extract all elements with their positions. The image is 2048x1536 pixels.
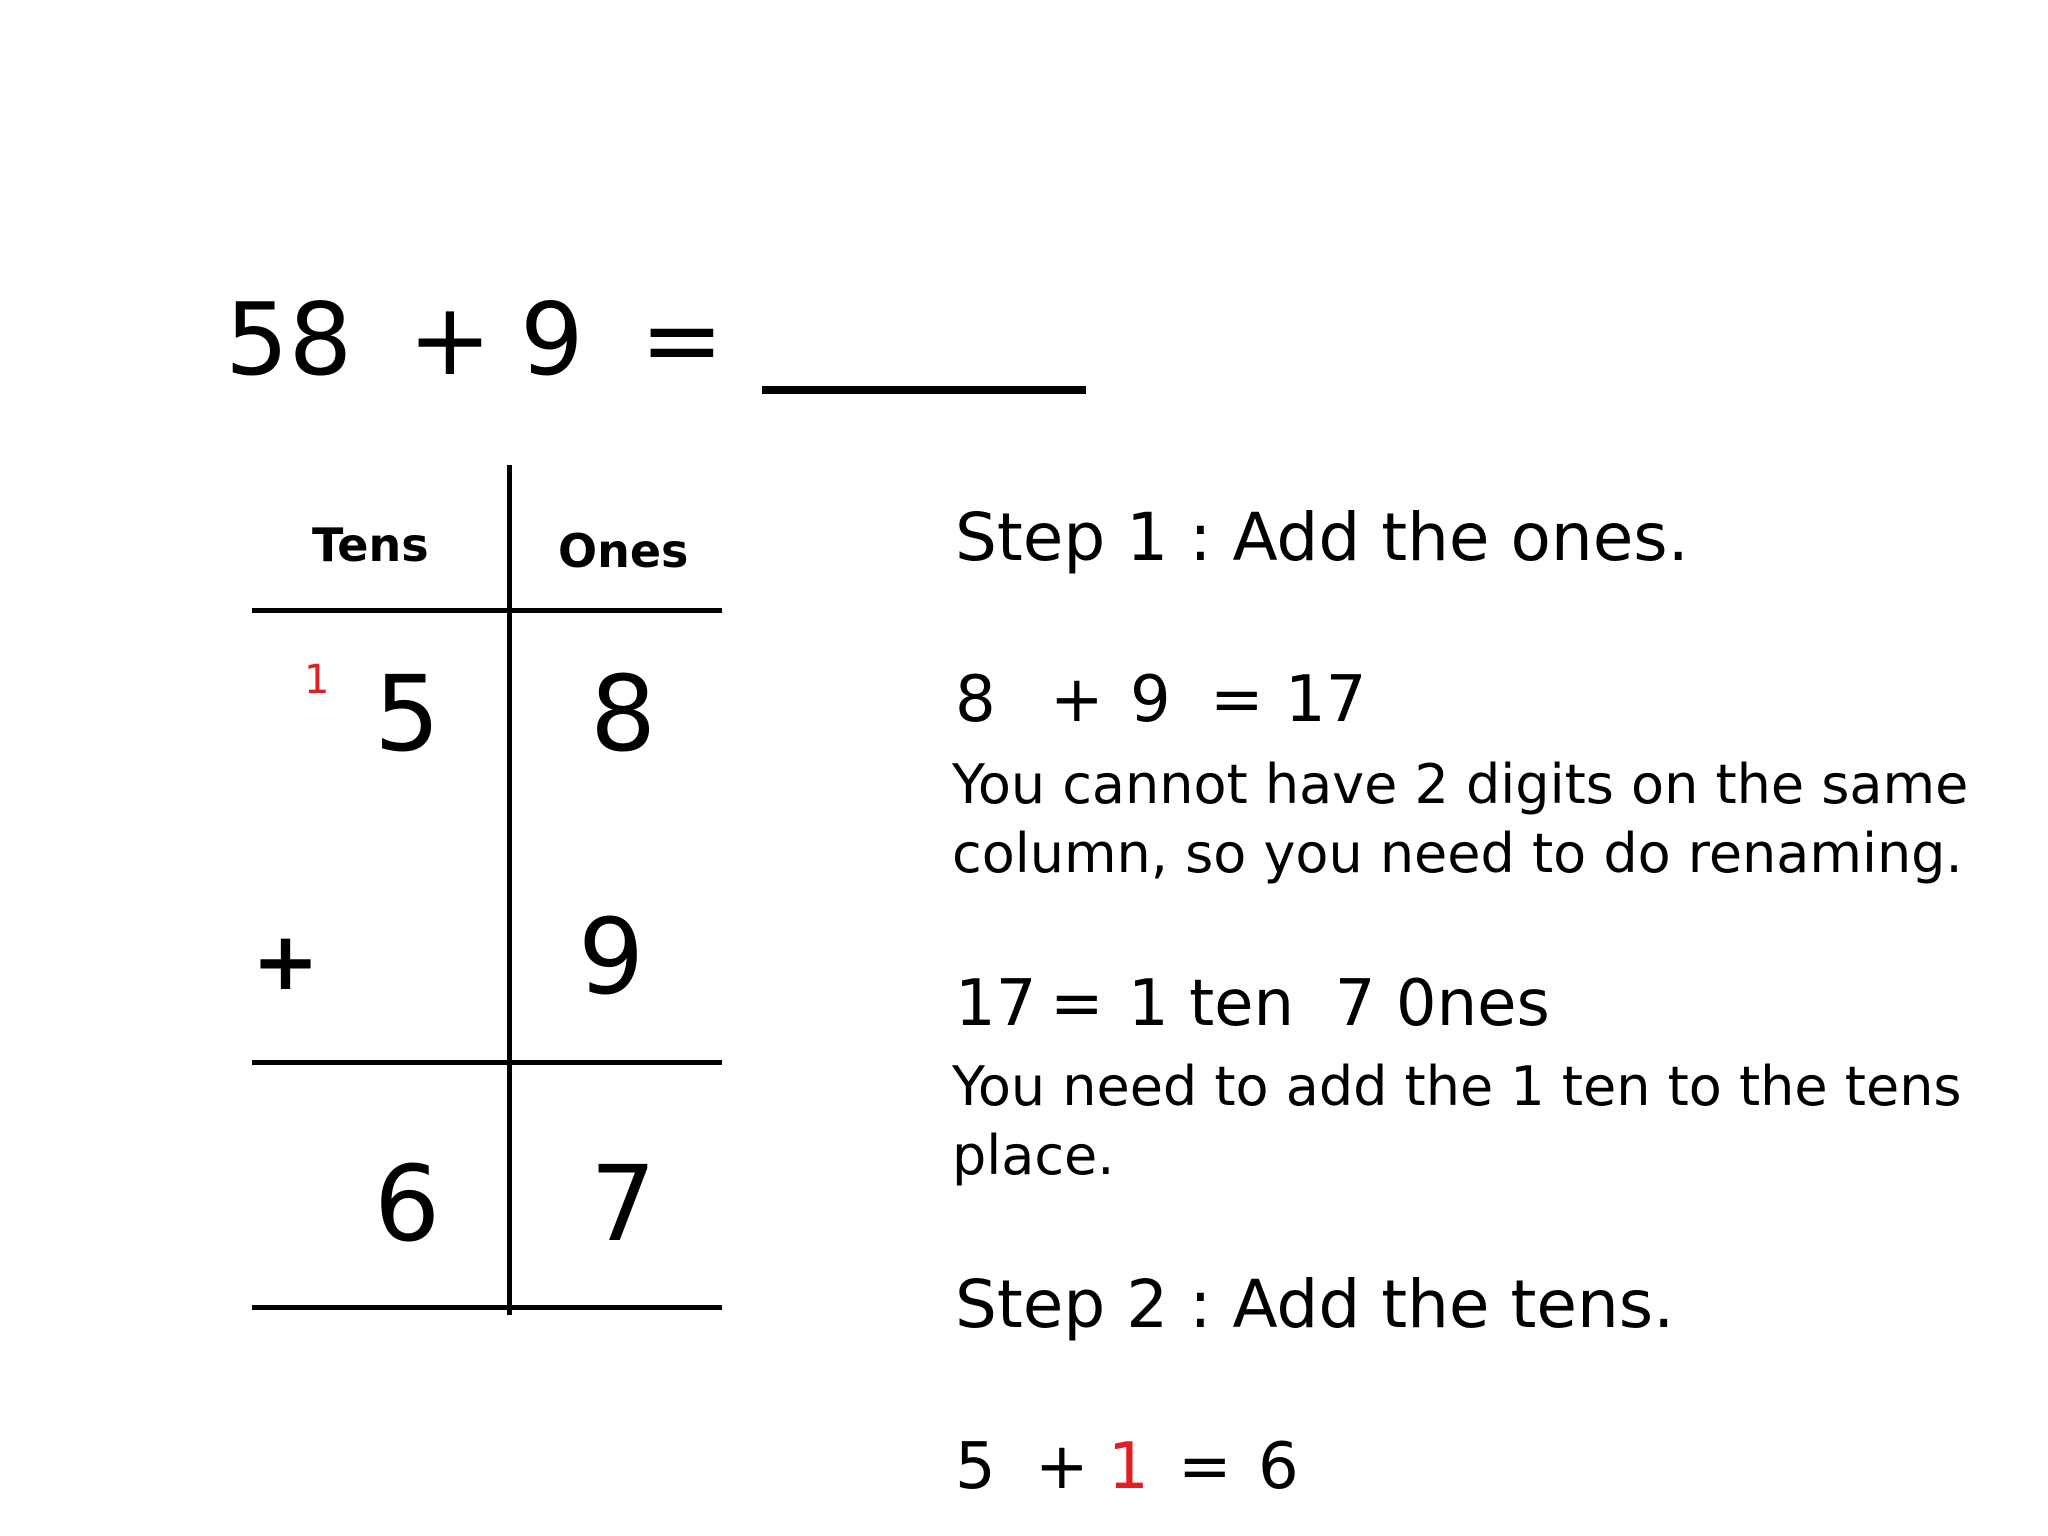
equation-right-operand: 9 bbox=[520, 281, 584, 398]
step1-title: Step 1 : Add the ones. bbox=[955, 499, 1689, 576]
rename-note: You need to add the 1 ten to the tens place. bbox=[952, 1055, 1962, 1188]
step2-expr-a: 5 bbox=[955, 1430, 996, 1504]
step2-title: Step 2 : Add the tens. bbox=[955, 1266, 1675, 1343]
step2-expr-eq: = bbox=[1178, 1430, 1232, 1504]
step2-expr-op: + bbox=[1035, 1430, 1089, 1504]
step1-expr-a: 8 bbox=[955, 663, 996, 737]
step1-expr-eq: = bbox=[1210, 663, 1264, 737]
equation-equals-sign: = bbox=[640, 281, 724, 398]
addend1-ones-digit: 8 bbox=[590, 653, 657, 775]
step1-expr-result: 17 bbox=[1285, 663, 1367, 737]
ones-header: Ones bbox=[558, 524, 689, 578]
sum-divider bbox=[252, 1060, 722, 1065]
rename-expr-a: 17 bbox=[955, 967, 1037, 1041]
bottom-divider bbox=[252, 1305, 722, 1310]
addition-sign: + bbox=[252, 915, 320, 1008]
step1-expr-op: + bbox=[1050, 663, 1104, 737]
carry-digit: 1 bbox=[304, 657, 330, 703]
result-tens-digit: 6 bbox=[374, 1143, 441, 1265]
equation-plus-sign: + bbox=[408, 281, 492, 398]
step1-expr-b: 9 bbox=[1130, 663, 1171, 737]
result-ones-digit: 7 bbox=[590, 1143, 657, 1265]
header-divider bbox=[252, 608, 722, 613]
rename-expr-rest: 1 ten 7 0nes bbox=[1128, 967, 1550, 1041]
equation-left-operand: 58 bbox=[225, 281, 353, 398]
addend2-ones-digit: 9 bbox=[578, 896, 645, 1018]
answer-blank bbox=[762, 386, 1086, 394]
tens-header: Tens bbox=[312, 518, 429, 572]
column-divider bbox=[507, 465, 512, 1315]
step1-note: You cannot have 2 digits on the same column, so you need to do renaming. bbox=[952, 753, 1969, 886]
addend1-tens-digit: 5 bbox=[374, 653, 441, 775]
rename-expr-eq: = bbox=[1050, 967, 1104, 1041]
step2-expr-carry: 1 bbox=[1108, 1430, 1149, 1504]
step2-expr-result: 6 bbox=[1258, 1430, 1299, 1504]
